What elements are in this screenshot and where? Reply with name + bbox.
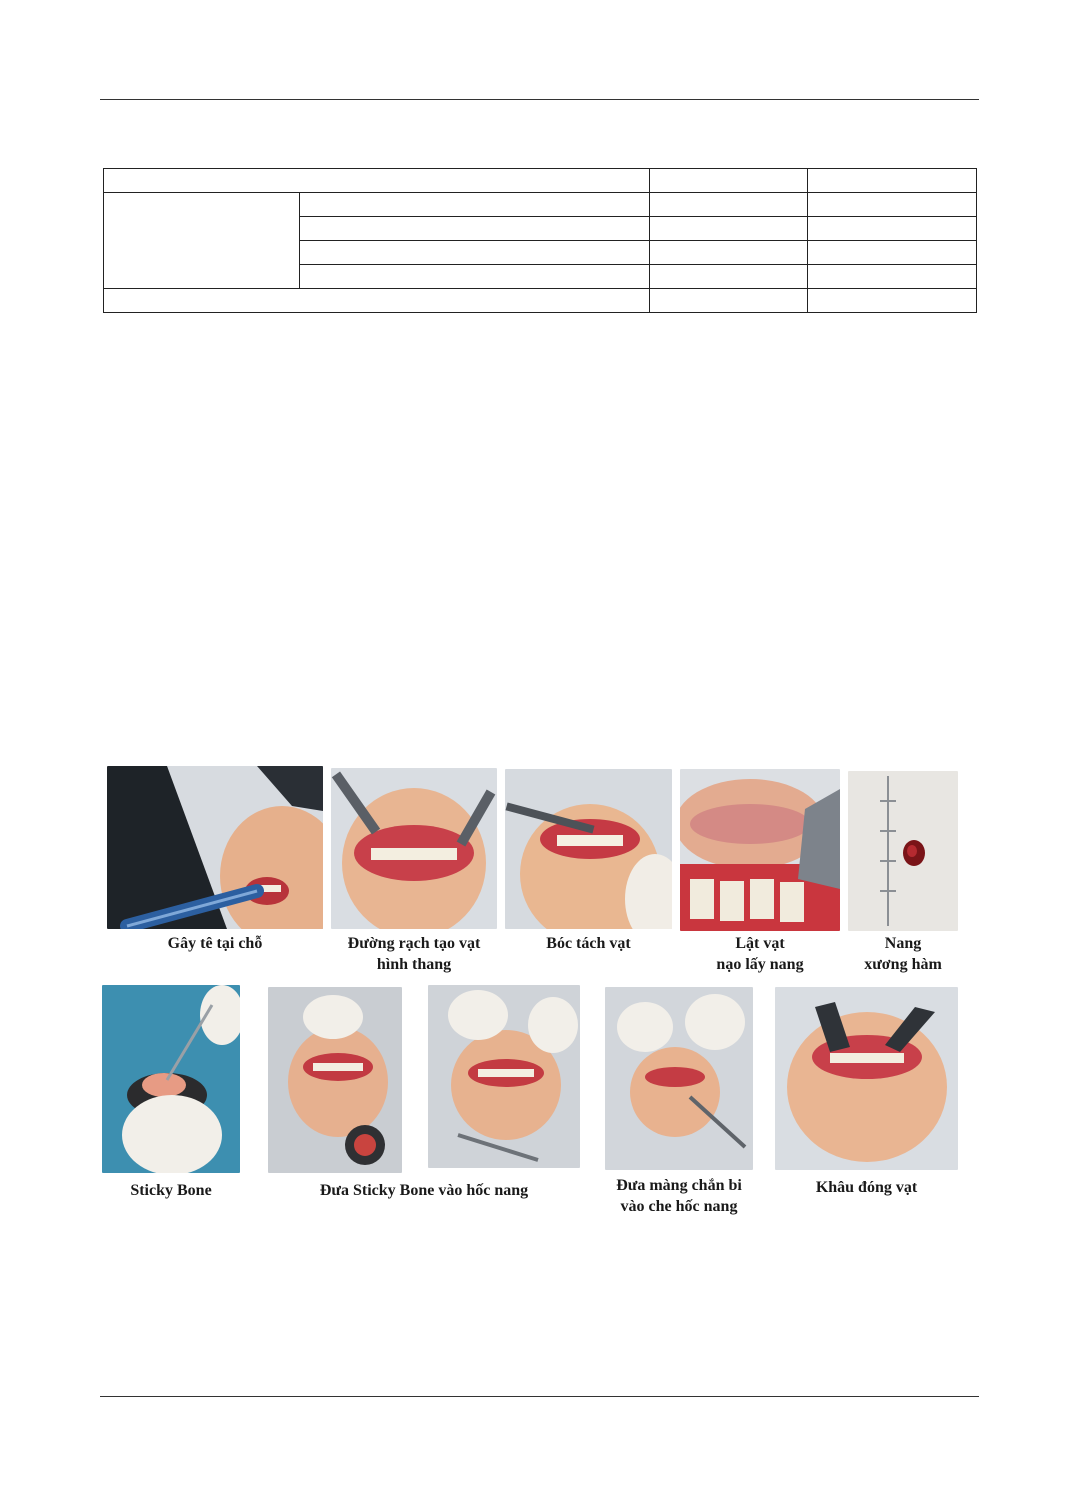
table-cell <box>650 193 808 217</box>
table-row <box>104 289 977 313</box>
caption-cyst-specimen: Nang xương hàm <box>864 935 942 973</box>
table-row <box>104 193 977 217</box>
caption-incision: Đường rạch tạo vạt hình thang <box>347 935 481 973</box>
graft-placement-photo-2 <box>428 985 580 1168</box>
cyst-removal-photo <box>680 769 840 931</box>
table-cell <box>808 265 977 289</box>
graft-placement-photo <box>268 987 402 1173</box>
table-cell <box>808 289 977 313</box>
incision-photo <box>331 768 497 929</box>
table-cell <box>808 241 977 265</box>
sticky-bone-photo <box>102 985 240 1173</box>
table-row <box>104 169 977 193</box>
caption-cyst-removal: Lật vạt nạo lấy nang <box>716 935 804 973</box>
table-cell <box>104 289 650 313</box>
table-cell <box>650 265 808 289</box>
caption-injection: Gây tê tại chỗ <box>167 935 263 952</box>
table-cell <box>300 193 650 217</box>
caption-flap-dissection: Bóc tách vạt <box>546 935 631 952</box>
table-cell <box>808 193 977 217</box>
table-cell <box>650 169 808 193</box>
table-cell <box>300 265 650 289</box>
table-cell <box>104 193 300 289</box>
caption-graft-placement: Đưa Sticky Bone vào hốc nang <box>319 1182 529 1199</box>
table-cell <box>650 241 808 265</box>
table-cell <box>808 169 977 193</box>
table-cell <box>300 217 650 241</box>
membrane-placement-photo <box>605 987 753 1170</box>
caption-sticky-bone: Sticky Bone <box>130 1182 212 1199</box>
caption-membrane-placement: Đưa màng chắn bi vào che hốc nang <box>616 1177 742 1215</box>
table-cell <box>300 241 650 265</box>
cyst-specimen-photo <box>848 771 958 931</box>
footer-rule <box>100 1396 979 1397</box>
flap-dissection-photo <box>505 769 672 929</box>
table-cell <box>650 289 808 313</box>
caption-suture: Khâu đóng vạt <box>815 1179 918 1196</box>
table-cell <box>650 217 808 241</box>
suture-photo <box>775 987 958 1170</box>
header-rule <box>100 99 979 100</box>
injection-photo <box>107 766 323 929</box>
data-table <box>103 168 977 313</box>
table-cell <box>808 217 977 241</box>
table-cell <box>104 169 650 193</box>
